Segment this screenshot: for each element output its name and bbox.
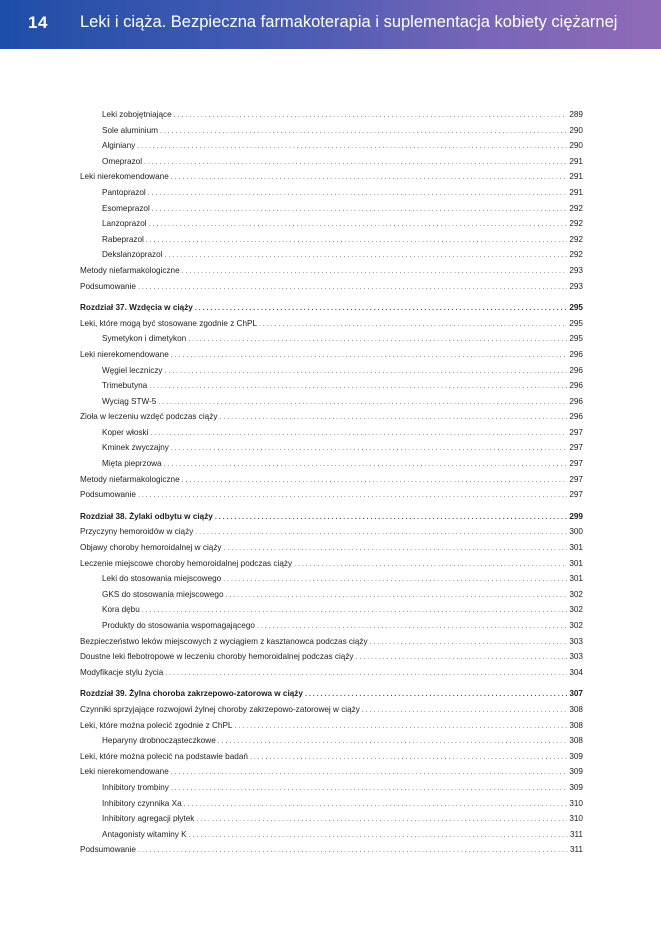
toc-entry-label: Czynniki sprzyjające rozwojowi żylnej choroby zakrzepowo-zatorowej w ciąży — [80, 704, 360, 714]
toc-entry-page: 311 — [569, 845, 583, 855]
toc-entry[interactable] — [80, 718, 583, 734]
toc-entry-label: Podsumowanie — [80, 845, 136, 855]
toc-entry[interactable] — [80, 702, 583, 718]
toc-entry-label: Lanzoprazol — [102, 219, 147, 229]
toc-leader-dots — [188, 332, 567, 347]
toc-entry[interactable] — [80, 602, 583, 618]
toc-entry-label: Wyciąg STW-5 — [102, 396, 157, 406]
toc-leader-dots — [158, 395, 567, 410]
toc-leader-dots — [149, 217, 568, 232]
toc-entry-page: 309 — [569, 751, 583, 761]
toc-entry[interactable] — [80, 665, 583, 681]
toc-entry[interactable] — [80, 185, 583, 201]
toc-entry[interactable] — [80, 487, 583, 503]
toc-leader-dots — [196, 812, 567, 827]
toc-entry-page: 308 — [569, 704, 583, 714]
toc-entry-label: Metody niefarmakologiczne — [80, 474, 180, 484]
toc-entry[interactable] — [80, 749, 583, 765]
toc-entry-label: Objawy choroby hemoroidalnej w ciąży — [80, 543, 222, 553]
toc-leader-dots — [174, 108, 568, 123]
toc-entry[interactable] — [80, 378, 583, 394]
toc-entry[interactable] — [80, 811, 583, 827]
toc-leader-dots — [294, 557, 567, 572]
toc-entry-label: Inhibitory trombiny — [102, 782, 169, 792]
toc-leader-dots — [195, 301, 567, 316]
toc-entry-page: 310 — [569, 798, 583, 808]
toc-entry-page: 307 — [569, 689, 583, 699]
toc-entry-page: 303 — [569, 636, 583, 646]
toc-leader-dots — [137, 139, 567, 154]
toc-leader-dots — [138, 488, 567, 503]
toc-entry-page: 289 — [569, 110, 583, 119]
toc-leader-dots — [144, 155, 567, 170]
toc-entry-page: 296 — [569, 396, 583, 406]
toc-entry-label: Inhibitory agregacji płytek — [102, 814, 195, 824]
toc-entry-page: 292 — [569, 219, 583, 229]
toc-entry-label: Leki do stosowania miejscowego — [102, 574, 222, 584]
toc-entry-label: Antagonisty witaminy K — [102, 829, 187, 839]
toc-entry-page: 308 — [569, 736, 583, 746]
toc-leader-dots — [189, 828, 568, 843]
page-header — [0, 0, 661, 49]
toc-entry-page: 297 — [569, 459, 583, 469]
toc-chapter-entry[interactable] — [80, 686, 583, 702]
toc-entry-page: 308 — [569, 720, 583, 730]
toc-leader-dots — [171, 348, 568, 363]
toc-entry-page: 290 — [569, 141, 583, 151]
toc-leader-dots — [370, 635, 568, 650]
toc-leader-dots — [259, 317, 567, 332]
toc-entry-label: Podsumowanie — [80, 490, 136, 500]
toc-entry-label: Kminek zwyczajny — [102, 443, 169, 453]
toc-entry[interactable] — [80, 263, 583, 279]
toc-entry-page: 301 — [569, 543, 583, 553]
toc-entry[interactable] — [80, 618, 583, 634]
toc-leader-dots — [165, 364, 568, 379]
toc-entry-page: 300 — [569, 527, 583, 537]
toc-leader-dots — [305, 687, 567, 702]
toc-entry[interactable] — [80, 827, 583, 843]
toc-entry-label: GKS do stosowania miejscowego — [102, 589, 224, 599]
toc-entry[interactable] — [80, 440, 583, 456]
toc-entry-label: Leki, które mogą być stosowane zgodnie z ChPL — [80, 318, 258, 328]
toc-entry-label: Dekslanzoprazol — [102, 250, 163, 260]
toc-entry-page: 293 — [569, 281, 583, 291]
book-title: Leki i ciąża. Bezpieczna farmakoterapia i suplementacja kobiety ciężarnej — [80, 13, 618, 31]
toc-entry[interactable] — [80, 634, 583, 650]
toc-entry[interactable] — [80, 540, 583, 556]
toc-entry-label: Leki nierekomendowane — [80, 172, 169, 182]
toc-entry[interactable] — [80, 316, 583, 332]
toc-entry-page: 293 — [569, 265, 583, 275]
toc-entry-page: 297 — [569, 474, 583, 484]
toc-leader-dots — [171, 781, 567, 796]
toc-leader-dots — [138, 280, 567, 295]
toc-entry-label: Węgiel leczniczy — [102, 365, 163, 375]
toc-entry-label: Rozdział 38. Żylaki odbytu w ciąży — [80, 511, 213, 521]
toc-entry[interactable] — [80, 524, 583, 540]
toc-entry[interactable] — [80, 154, 583, 170]
toc-leader-dots — [182, 264, 568, 279]
toc-entry[interactable] — [80, 556, 583, 572]
toc-entry-page: 292 — [569, 203, 583, 213]
toc-entry-label: Leczenie miejscowe choroby hemoroidalnej podczas ciąży — [80, 558, 293, 568]
toc-entry-page: 297 — [569, 443, 583, 453]
toc-entry-page: 297 — [569, 427, 583, 437]
toc-entry-label: Koper włoski — [102, 427, 149, 437]
toc-entry-label: Pantoprazol — [102, 187, 146, 197]
toc-entry-label: Leki nierekomendowane — [80, 767, 169, 777]
toc-leader-dots — [171, 170, 568, 185]
toc-entry-label: Mięta pieprzowa — [102, 459, 162, 469]
toc-entry[interactable] — [80, 201, 583, 217]
toc-entry[interactable] — [80, 571, 583, 587]
toc-entry-label: Omeprazol — [102, 156, 143, 166]
toc-leader-dots — [218, 734, 568, 749]
toc-leader-dots — [148, 186, 568, 201]
toc-leader-dots — [219, 410, 567, 425]
toc-leader-dots — [171, 765, 568, 780]
toc-entry-page: 302 — [569, 621, 583, 630]
toc-leader-dots — [234, 719, 567, 734]
toc-entry-page: 310 — [569, 814, 583, 824]
toc-entry[interactable] — [80, 331, 583, 347]
toc-entry-label: Rozdział 39. Żylna choroba zakrzepowo-zatorowa w ciąży — [80, 689, 303, 699]
toc-entry[interactable] — [80, 472, 583, 488]
toc-entry-label: Leki zobojętniające — [102, 110, 172, 119]
toc-leader-dots — [184, 797, 568, 812]
toc-entry-label: Alginiany — [102, 141, 136, 151]
toc-entry[interactable] — [80, 123, 583, 139]
toc-entry[interactable] — [80, 780, 583, 796]
toc-chapter-entry[interactable] — [80, 509, 583, 525]
toc-leader-dots — [146, 233, 567, 248]
toc-entry-page: 291 — [569, 187, 583, 197]
toc-entry-label: Modyfikacje stylu życia — [80, 667, 164, 677]
toc-entry-page: 296 — [569, 365, 583, 375]
toc-entry-label: Rabeprazol — [102, 234, 144, 244]
toc-entry-page: 303 — [569, 652, 583, 662]
toc-entry[interactable] — [80, 456, 583, 472]
toc-entry-label: Kora dębu — [102, 605, 140, 615]
toc-leader-dots — [224, 541, 568, 556]
toc-leader-dots — [164, 457, 568, 472]
toc-entry[interactable] — [80, 363, 583, 379]
toc-entry-page: 295 — [569, 303, 583, 313]
toc-leader-dots — [362, 703, 567, 718]
toc-entry[interactable] — [80, 247, 583, 263]
toc-leader-dots — [257, 619, 567, 634]
toc-entry-page: 291 — [569, 172, 583, 182]
toc-entry-label: Leki, które można polecić na podstawie badań — [80, 751, 248, 761]
toc-entry-page: 311 — [569, 829, 583, 839]
toc-entry-label: Rozdział 37. Wzdęcia w ciąży — [80, 303, 193, 313]
toc-entry[interactable] — [80, 232, 583, 248]
toc-entry[interactable] — [80, 764, 583, 780]
toc-entry-page: 291 — [569, 156, 583, 166]
toc-entry-page: 292 — [569, 234, 583, 244]
toc-entry-label: Podsumowanie — [80, 281, 136, 291]
toc-entry-page: 301 — [569, 574, 583, 584]
toc-entry[interactable] — [80, 796, 583, 812]
toc-entry-label: Zioła w leczeniu wzdęć podczas ciąży — [80, 412, 218, 422]
toc-entry[interactable] — [80, 409, 583, 425]
toc-entry-label: Heparyny drobnocząsteczkowe — [102, 736, 216, 746]
toc-leader-dots — [149, 379, 567, 394]
toc-entry-page: 295 — [569, 334, 583, 344]
toc-entry-page: 292 — [569, 250, 583, 260]
toc-entry-page: 304 — [569, 667, 583, 677]
toc-entry[interactable] — [80, 216, 583, 232]
toc-leader-dots — [165, 248, 568, 263]
toc-entry-page: 297 — [569, 490, 583, 500]
toc-entry-page: 309 — [569, 782, 583, 792]
toc-entry[interactable] — [80, 649, 583, 665]
toc-entry[interactable] — [80, 425, 583, 441]
toc-entry-label: Przyczyny hemoroidów w ciąży — [80, 527, 194, 537]
toc-leader-dots — [165, 666, 567, 681]
toc-entry-label: Esomeprazol — [102, 203, 150, 213]
toc-leader-dots — [138, 843, 568, 858]
toc-entry[interactable] — [80, 733, 583, 749]
toc-entry-page: 301 — [569, 558, 583, 568]
toc-entry[interactable] — [80, 347, 583, 363]
toc-entry-page: 296 — [569, 349, 583, 359]
toc-entry-label: Trimebutyna — [102, 381, 148, 391]
toc-entry[interactable] — [80, 279, 583, 295]
toc-entry-page: 302 — [569, 589, 583, 599]
toc-entry[interactable] — [80, 169, 583, 185]
toc-entry-page: 296 — [569, 412, 583, 422]
toc-leader-dots — [171, 441, 567, 456]
table-of-contents — [80, 107, 583, 858]
toc-entry[interactable] — [80, 138, 583, 154]
toc-entry-label: Sole aluminium — [102, 125, 158, 135]
toc-entry[interactable] — [80, 842, 583, 858]
page-number: 14 — [28, 13, 48, 32]
toc-leader-dots — [356, 650, 568, 665]
toc-leader-dots — [152, 202, 568, 217]
toc-entry-page: 290 — [569, 125, 583, 135]
toc-leader-dots — [150, 426, 567, 441]
toc-leader-dots — [142, 603, 568, 618]
toc-entry-label: Inhibitory czynnika Xa — [102, 798, 182, 808]
toc-entry-page: 299 — [569, 511, 583, 521]
toc-entry[interactable] — [80, 394, 583, 410]
toc-entry-page: 302 — [569, 605, 583, 615]
toc-entry-label: Produkty do stosowania wspomagającego — [102, 621, 255, 630]
toc-entry-page: 296 — [569, 381, 583, 391]
toc-entry[interactable] — [80, 107, 583, 123]
toc-leader-dots — [182, 473, 568, 488]
toc-entry-label: Symetykon i dimetykon — [102, 334, 187, 344]
toc-entry-label: Metody niefarmakologiczne — [80, 265, 180, 275]
toc-entry-label: Bezpieczeństwo leków miejscowych z wyciągiem z kasztanowca podczas ciąży — [80, 636, 368, 646]
toc-entry[interactable] — [80, 587, 583, 603]
toc-leader-dots — [226, 588, 568, 603]
toc-entry-label: Doustne leki flebotropowe w leczeniu choroby hemoroidalnej podczas ciąży — [80, 652, 354, 662]
toc-leader-dots — [195, 525, 567, 540]
toc-entry-page: 309 — [569, 767, 583, 777]
toc-leader-dots — [215, 510, 567, 525]
toc-leader-dots — [223, 572, 567, 587]
toc-entry-label: Leki nierekomendowane — [80, 349, 169, 359]
toc-leader-dots — [160, 124, 567, 139]
toc-entry-label: Leki, które można polecić zgodnie z ChPL — [80, 720, 233, 730]
toc-leader-dots — [250, 750, 567, 765]
toc-chapter-entry[interactable] — [80, 300, 583, 316]
toc-entry-page: 295 — [569, 318, 583, 328]
